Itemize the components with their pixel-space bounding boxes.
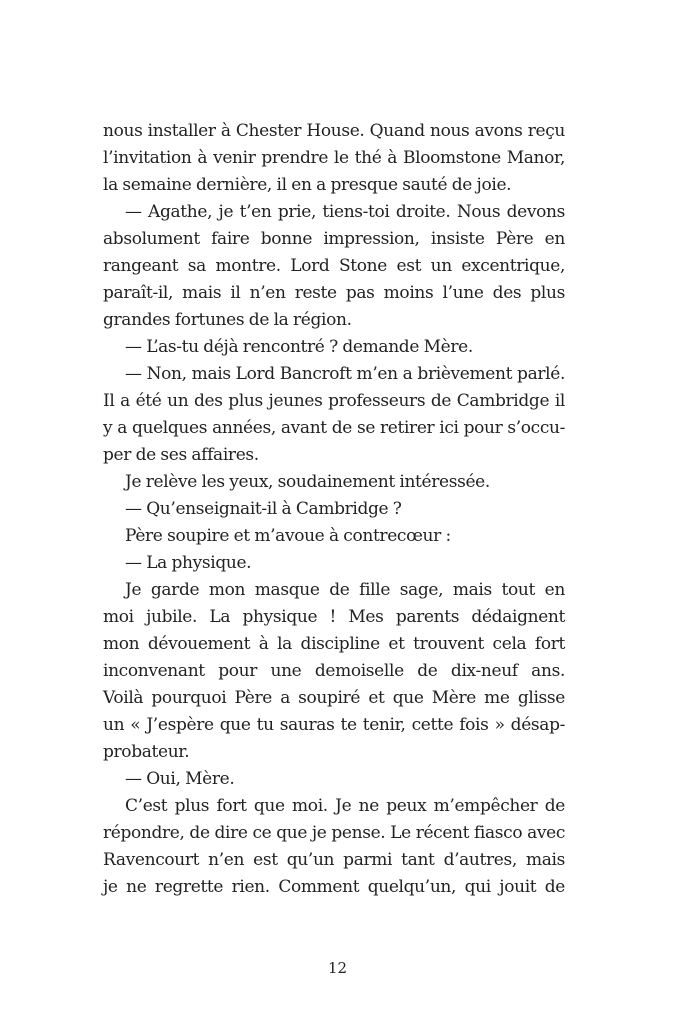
text-line: paraît-il, mais il n’en reste pas moins l’une des plus (103, 283, 565, 303)
text-line: Il a été un des plus jeunes professeurs de Cambridge il (103, 391, 565, 411)
text-line: Père soupire et m’avoue à contrecœur : (125, 526, 451, 546)
text-line: l’invitation à venir prendre le thé à Bloomstone Manor, (103, 148, 565, 168)
page-number: 12 (327, 959, 348, 977)
text-line: mon dévouement à la discipline et trouvent cela fort (103, 634, 565, 654)
text-line: nous installer à Chester House. Quand nous avons reçu (103, 121, 565, 141)
text-line: probateur. (103, 742, 190, 762)
text-line: — L’as-tu déjà rencontré ? demande Mère. (125, 337, 473, 357)
text-line: C’est plus fort que moi. Je ne peux m’empêcher de (125, 796, 565, 816)
text-line: grandes fortunes de la région. (103, 310, 352, 330)
text-line: moi jubile. La physique ! Mes parents dédaignent (103, 607, 565, 627)
text-line: Ravencourt n’en est qu’un parmi tant d’autres, mais (103, 850, 565, 870)
text-line: absolument faire bonne impression, insiste Père en (103, 229, 565, 249)
text-line: inconvenant pour une demoiselle de dix-neuf ans. (103, 661, 565, 681)
text-line: Je relève les yeux, soudainement intéressée. (125, 472, 490, 492)
text-line: Voilà pourquoi Père a soupiré et que Mère me glisse (103, 688, 565, 708)
text-line: un « J’espère que tu sauras te tenir, cette fois » désap- (103, 715, 565, 735)
text-line: la semaine dernière, il en a presque sauté de joie. (103, 175, 512, 195)
text-line: per de ses affaires. (103, 445, 259, 465)
text-line: — Oui, Mère. (125, 769, 235, 789)
text-line: répondre, de dire ce que je pense. Le récent fiasco avec (103, 823, 565, 843)
text-line: — Agathe, je t’en prie, tiens-toi droite. Nous devons (125, 202, 565, 222)
text-line: — La physique. (125, 553, 252, 573)
text-line: — Qu’enseignait-il à Cambridge ? (125, 499, 402, 519)
text-line: Je garde mon masque de fille sage, mais tout en (125, 580, 565, 600)
body-text (103, 118, 565, 901)
text-line: rangeant sa montre. Lord Stone est un excentrique, (103, 256, 565, 276)
text-line: y a quelques années, avant de se retirer ici pour s’occu- (103, 418, 565, 438)
text-line: — Non, mais Lord Bancroft m’en a brièvement parlé. (125, 364, 565, 384)
text-line: je ne regrette rien. Comment quelqu’un, qui jouit de (103, 877, 565, 897)
